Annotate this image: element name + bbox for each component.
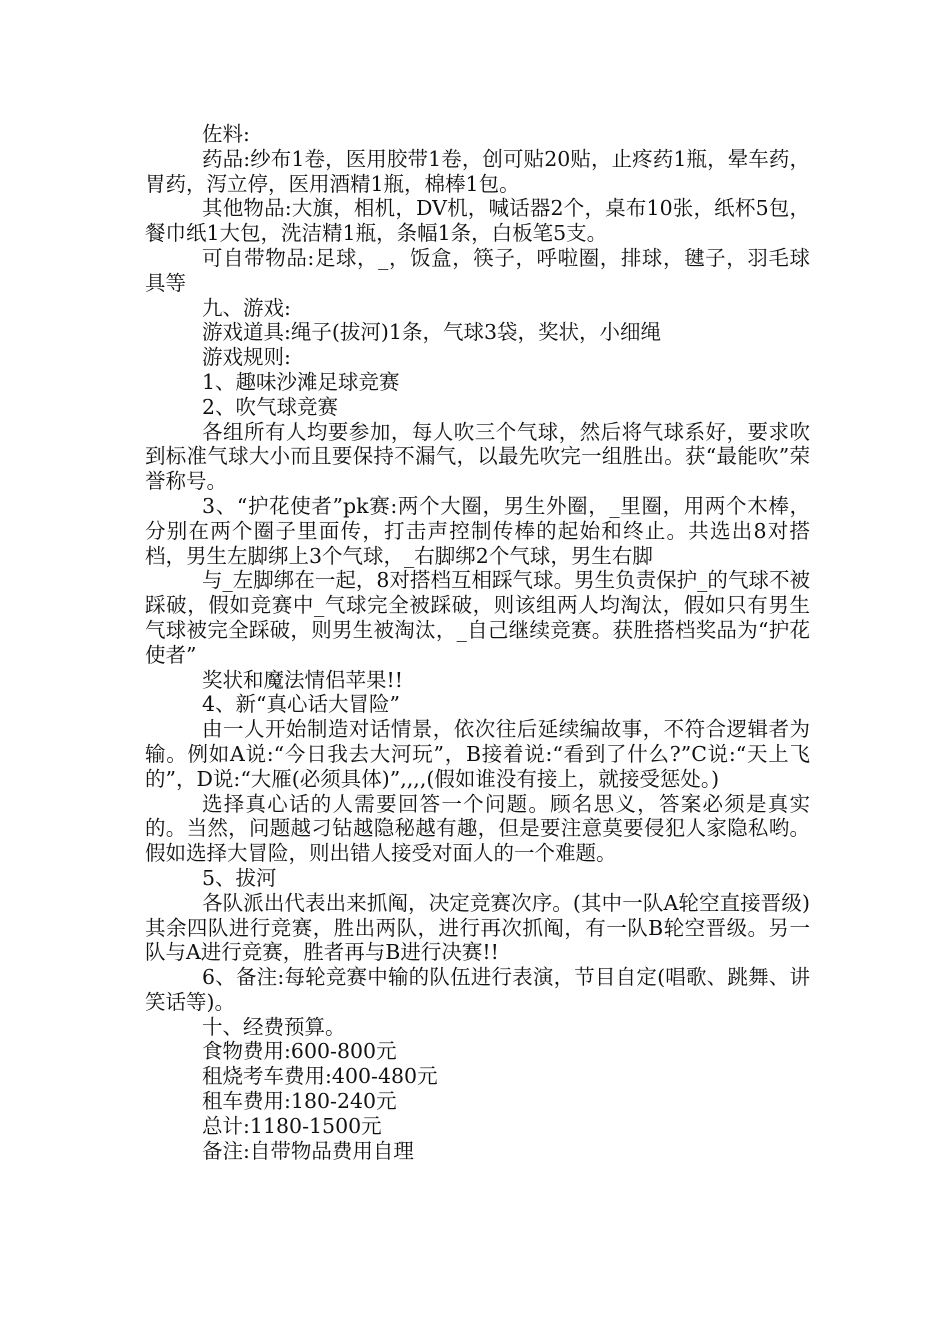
budget-line: 租车费用:180-240元 — [202, 1089, 397, 1114]
list-item: 2、吹气球竞赛 — [202, 394, 339, 419]
list-item: 4、新“真心话大冒险” — [202, 692, 401, 717]
paragraph: 由一人开始制造对话情景，依次往后延续编故事，不符合逻辑者为输。例如A说:“今日我去大河玩”，B接着说:“看到了什么?”C说:“天上飞的”，D说:“大雁(必须具体)”,,,,(假如谁没有接上，就接受惩处。) — [145, 717, 810, 791]
paragraph: 各组所有人均要参加，每人吹三个气球，然后将气球系好，要求吹到标准气球大小而且要保持不漏气，以最先吹完一组胜出。获“最能吹”荣誉称号。 — [145, 419, 810, 494]
paragraph: 奖状和魔法情侣苹果!! — [202, 667, 403, 692]
paragraph: 备注:自带物品费用自理 — [202, 1138, 414, 1163]
paragraph: 药品:纱布1卷，医用胶带1卷，创可贴20贴，止疼药1瓶，晕车药，胃药，泻立停，医用酒精1瓶，棉棒1包。 — [145, 146, 810, 196]
paragraph: 游戏道具:绳子(拔河)1条，气球3袋，奖状，小细绳 — [202, 320, 661, 345]
budget-total: 总计:1180-1500元 — [202, 1113, 382, 1138]
budget-line: 租烧考车费用:400-480元 — [202, 1064, 438, 1089]
section-heading: 十、经费预算。 — [202, 1014, 346, 1039]
list-item: 6、备注:每轮竞赛中输的队伍进行表演，节目自定(唱歌、跳舞、讲笑话等)。 — [145, 965, 810, 1014]
budget-line: 食物费用:600-800元 — [202, 1039, 397, 1064]
paragraph: 各队派出代表出来抓阄，决定竞赛次序。(其中一队A轮空直接晋级)其余四队进行竞赛，胜出两队，进行再次抓阄，有一队B轮空晋级。另一队与A进行竞赛，胜者再与B进行决赛!! — [145, 890, 810, 965]
paragraph: 佐料: — [202, 122, 250, 146]
document-body — [145, 122, 810, 1163]
paragraph: 选择真心话的人需要回答一个问题。顾名思义，答案必须是真实的。当然，问题越刁钻越隐秘越有趣，但是要注意莫要侵犯人家隐私哟。假如选择大冒险，则出错人接受对面人的一个难题。 — [145, 791, 810, 866]
paragraph: 其他物品:大旗，相机，DV机，喊话器2个，桌布10张，纸杯5包，餐巾纸1大包，洗洁精1瓶，条幅1条，白板笔5支。 — [145, 196, 810, 246]
paragraph: 游戏规则: — [202, 345, 291, 370]
paragraph: 与_左脚绑在一起，8对搭档互相踩气球。男生负责保护_的气球不被踩破，假如竞赛中_气球完全被踩破，则该组两人均淘汰，假如只有男生气球被完全踩破，则男生被淘汰，_自己继续竞赛。获胜搭档奖品为“护花使者” — [145, 568, 810, 667]
section-heading: 九、游戏: — [202, 295, 291, 320]
list-item: 5、拔河 — [202, 865, 277, 890]
paragraph: 可自带物品:足球，_，饭盒，筷子，呼啦圈，排球，毽子，羽毛球具等 — [145, 245, 810, 295]
list-item: 1、趣味沙滩足球竞赛 — [202, 369, 400, 394]
list-item: 3、“护花使者”pk赛:两个大圈，男生外圈，_里圈，用两个木棒，分别在两个圈子里面传，打击声控制传棒的起始和终止。共选出8对搭档，男生左脚绑上3个气球，_右脚绑2个气球，男生右脚 — [145, 493, 810, 568]
